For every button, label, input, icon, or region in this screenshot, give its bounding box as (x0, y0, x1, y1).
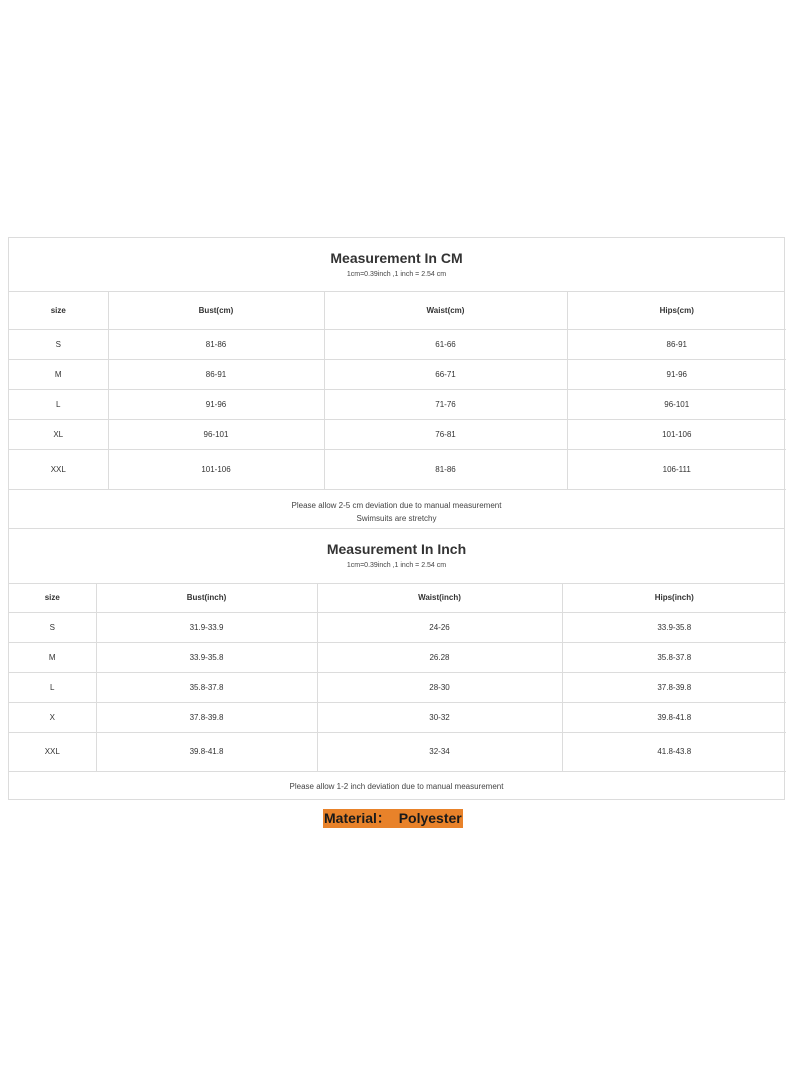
bust-cell: 96-101 (108, 419, 324, 449)
size-cell: X (9, 702, 96, 732)
bust-cell: 37.8-39.8 (96, 702, 317, 732)
table-row (9, 419, 786, 449)
waist-cell: 71-76 (324, 389, 567, 419)
table-row (9, 329, 786, 359)
waist-cell: 66-71 (324, 359, 567, 389)
hips-cell: 96-101 (567, 389, 786, 419)
size-cell: S (9, 612, 96, 642)
bust-cell: 81-86 (108, 329, 324, 359)
table-row (9, 642, 786, 672)
bust-cell: 39.8-41.8 (96, 732, 317, 771)
hips-cell: 41.8-43.8 (562, 732, 786, 771)
column-header-waist: Waist(cm) (324, 292, 567, 329)
size-chart-cm (8, 237, 785, 529)
chart-title: Measurement In Inch (326, 541, 467, 557)
measurement-notes (9, 490, 784, 530)
chart-header (9, 529, 784, 584)
hips-cell: 91-96 (567, 359, 786, 389)
measurement-notes (9, 772, 784, 801)
waist-cell: 81-86 (324, 449, 567, 489)
waist-cell: 28-30 (317, 672, 562, 702)
hips-cell: 101-106 (567, 419, 786, 449)
column-header-hips: Hips(cm) (567, 292, 786, 329)
chart-header (9, 238, 784, 292)
table-row (9, 612, 786, 642)
table-row (9, 389, 786, 419)
size-cell: XXL (9, 449, 108, 489)
size-cell: L (9, 672, 96, 702)
size-cell: L (9, 389, 108, 419)
hips-cell: 37.8-39.8 (562, 672, 786, 702)
chart-title: Measurement In CM (330, 250, 463, 266)
deviation-note: Please allow 1-2 inch deviation due to manual measurement (289, 781, 504, 791)
table-row (9, 449, 786, 489)
hips-cell: 39.8-41.8 (562, 702, 786, 732)
table-header-row (9, 292, 786, 329)
column-header-bust: Bust(inch) (96, 584, 317, 612)
size-chart-inch (8, 528, 785, 800)
waist-cell: 76-81 (324, 419, 567, 449)
bust-cell: 91-96 (108, 389, 324, 419)
column-header-size: size (9, 292, 108, 329)
deviation-note: Please allow 2-5 cm deviation due to manual measurement (291, 500, 502, 510)
column-header-bust: Bust(cm) (108, 292, 324, 329)
waist-cell: 32-34 (317, 732, 562, 771)
size-table-inch (9, 584, 786, 772)
material-label: Material： Polyester (324, 810, 462, 826)
conversion-note: 1cm=0.39inch ,1 inch = 2.54 cm (346, 562, 447, 569)
conversion-note: 1cm=0.39inch ,1 inch = 2.54 cm (346, 271, 447, 278)
column-header-hips: Hips(inch) (562, 584, 786, 612)
bust-cell: 101-106 (108, 449, 324, 489)
table-row (9, 359, 786, 389)
size-cell: S (9, 329, 108, 359)
bust-cell: 31.9-33.9 (96, 612, 317, 642)
size-cell: M (9, 359, 108, 389)
bust-cell: 33.9-35.8 (96, 642, 317, 672)
bust-cell: 35.8-37.8 (96, 672, 317, 702)
waist-cell: 61-66 (324, 329, 567, 359)
size-cell: XL (9, 419, 108, 449)
column-header-size: size (9, 584, 96, 612)
stretch-note: Swimsuits are stretchy (356, 513, 437, 523)
size-table-cm (9, 292, 786, 490)
bust-cell: 86-91 (108, 359, 324, 389)
hips-cell: 35.8-37.8 (562, 642, 786, 672)
hips-cell: 33.9-35.8 (562, 612, 786, 642)
column-header-waist: Waist(inch) (317, 584, 562, 612)
waist-cell: 24-26 (317, 612, 562, 642)
table-header-row (9, 584, 786, 612)
size-cell: XXL (9, 732, 96, 771)
hips-cell: 86-91 (567, 329, 786, 359)
table-row (9, 672, 786, 702)
waist-cell: 30-32 (317, 702, 562, 732)
waist-cell: 26.28 (317, 642, 562, 672)
table-row (9, 702, 786, 732)
size-cell: M (9, 642, 96, 672)
hips-cell: 106-111 (567, 449, 786, 489)
table-row (9, 732, 786, 771)
